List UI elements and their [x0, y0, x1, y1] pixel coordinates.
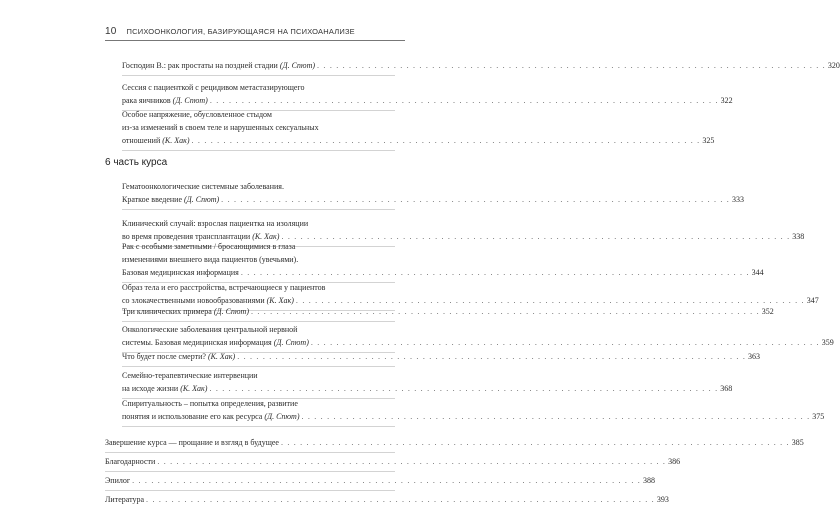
dot-leader: . . . . . . . . . . . . . . . . . . . . . . . . . . . . . . . . . . . . . . . . . . . . . . . . . . . . . . . . . . . . . . . . . . . . . . . . . . . . . . . . — [209, 96, 719, 105]
toc-entry-title-line: Спиритуальность – попытка определения, развитие — [122, 399, 298, 408]
running-header — [105, 26, 405, 37]
toc-entry-author: (Д. Спют) — [172, 96, 208, 105]
toc-entry-page: 393 — [656, 495, 669, 504]
toc-entry-title-line: изменениями внешнего вида пациентов (увечьями). — [122, 255, 299, 264]
dot-leader: . . . . . . . . . . . . . . . . . . . . . . . . . . . . . . . . . . . . . . . . . . . . . . . . . . . . . . . . . . . . . . . . . . . . . . . . . . . . . . . . — [317, 61, 826, 70]
toc-entry-title-line: со злокачественными новообразованиями — [122, 296, 265, 305]
dot-leader: . . . . . . . . . . . . . . . . . . . . . . . . . . . . . . . . . . . . . . . . . . . . . . . . . . . . . . . . . . . . . . . . . . . . . . . . . . . . . . . . — [157, 457, 667, 466]
toc-entry-page: 333 — [731, 195, 744, 204]
toc-entry[interactable] — [122, 281, 819, 307]
header-rule — [105, 40, 405, 41]
running-title: ПСИХООНКОЛОГИЯ, БАЗИРУЮЩАЯСЯ НА ПСИХОАНАЛИЗЕ — [126, 27, 355, 36]
dot-leader: . . . . . . . . . . . . . . . . . . . . . . . . . . . . . . . . . . . . . . . . . . . . . . . . . . . . . . . . . . . . . . . . . . . . . . . . . . . . . . . . — [237, 352, 747, 361]
toc-entry-author: (Д. Спют) — [264, 412, 300, 421]
toc-entry-page: 368 — [720, 384, 733, 393]
section-title: 6 часть курса — [105, 157, 168, 168]
toc-entry-title-line: Благодарности — [105, 457, 156, 466]
toc-entry[interactable] — [122, 240, 764, 279]
dot-leader: . . . . . . . . . . . . . . . . . . . . . . . . . . . . . . . . . . . . . . . . . . . . . . . . . . . . . . . . . . . . . . . . . . . . . . . . . . . . . . . . — [310, 338, 820, 347]
toc-entry-title-line: Базовая медицинская информация — [122, 268, 239, 277]
toc-entry[interactable] — [122, 369, 733, 395]
toc-entry[interactable] — [105, 493, 669, 506]
toc-entry-author: (К. Хак) — [252, 232, 280, 241]
toc-entry-title-line: Три клинических примера — [122, 307, 212, 316]
dot-leader: . . . . . . . . . . . . . . . . . . . . . . . . . . . . . . . . . . . . . . . . . . . . . . . . . . . . . . . . . . . . . . . . . . . . . . . . . . . . . . . . — [240, 268, 750, 277]
entry-separator — [122, 426, 395, 427]
toc-entry[interactable] — [122, 350, 761, 363]
toc-entry-title-line: отношений — [122, 136, 161, 145]
toc-entry[interactable] — [122, 323, 834, 349]
toc-entry-title-line: Особое напряжение, обусловленное стыдом — [122, 110, 272, 119]
toc-entry-title-line: Литература — [105, 495, 145, 504]
toc-entry[interactable] — [105, 436, 804, 449]
toc-entry[interactable] — [122, 180, 744, 206]
toc-entry-title-line: Сессия с пациенткой с рецидивом метастазирующего — [122, 83, 305, 92]
toc-entry-page: 375 — [812, 412, 825, 421]
toc-entry-page: 385 — [791, 438, 804, 447]
toc-entry-author: (Д. Спют) — [279, 61, 316, 70]
toc-entry-page: 363 — [748, 352, 761, 361]
toc-entry[interactable] — [122, 81, 733, 107]
toc-entry-title-line: Господин В.: рак простаты на поздней стадии — [122, 61, 278, 70]
toc-entry-page: 322 — [720, 96, 733, 105]
entry-separator — [105, 490, 395, 491]
toc-entry-title-line: понятия и использование его как ресурса — [122, 412, 263, 421]
dot-leader: . . . . . . . . . . . . . . . . . . . . . . . . . . . . . . . . . . . . . . . . . . . . . . . . . . . . . . . . . . . . . . . . . . . . . . . . . . . . . . . . — [295, 296, 805, 305]
toc-entry-title-line: Краткое введение — [122, 195, 182, 204]
toc-entry[interactable] — [122, 59, 840, 72]
toc-entry-title-line: во время проведения трансплантации — [122, 232, 251, 241]
entry-separator — [105, 452, 395, 453]
entry-separator — [105, 471, 395, 472]
toc-entry-title-line: Семейно-терапевтические интервенции — [122, 371, 258, 380]
entry-separator — [122, 75, 395, 76]
toc-entry-title-line: на исходе жизни — [122, 384, 179, 393]
toc-entry-page: 388 — [642, 476, 655, 485]
toc-entry-title-line: из-за изменений в своем теле и нарушенных сексуальных — [122, 123, 319, 132]
toc-entry-title-line: Что будет после смерти? — [122, 352, 206, 361]
dot-leader: . . . . . . . . . . . . . . . . . . . . . . . . . . . . . . . . . . . . . . . . . . . . . . . . . . . . . . . . . . . . . . . . . . . . . . . . . . . . . . . . — [146, 495, 655, 504]
toc-entry-title-line: Эпилог — [105, 476, 131, 485]
page-number: 10 — [105, 26, 117, 37]
toc-entry-page: 359 — [821, 338, 834, 347]
toc-entry[interactable] — [105, 474, 655, 487]
dot-leader: . . . . . . . . . . . . . . . . . . . . . . . . . . . . . . . . . . . . . . . . . . . . . . . . . . . . . . . . . . . . . . . . . . . . . . . . . . . . . . . . — [280, 438, 790, 447]
toc-entry-author: (К. Хак) — [207, 352, 236, 361]
toc-entry-author: (Д. Спют) — [213, 307, 249, 316]
toc-entry-page: 386 — [668, 457, 681, 466]
dot-leader: . . . . . . . . . . . . . . . . . . . . . . . . . . . . . . . . . . . . . . . . . . . . . . . . . . . . . . . . . . . . . . . . . . . . . . . . . . . . . . . . — [250, 307, 760, 316]
toc-entry-page: 338 — [792, 232, 805, 241]
toc-entry-author: (К. Хак) — [180, 384, 208, 393]
dot-leader: . . . . . . . . . . . . . . . . . . . . . . . . . . . . . . . . . . . . . . . . . . . . . . . . . . . . . . . . . . . . . . . . . . . . . . . . . . . . . . . . — [191, 136, 701, 145]
entry-separator — [122, 150, 395, 151]
toc-entry[interactable] — [122, 108, 715, 147]
toc-entry[interactable] — [105, 455, 681, 468]
toc-entry-title-line: системы. Базовая медицинская информация — [122, 338, 272, 347]
dot-leader: . . . . . . . . . . . . . . . . . . . . . . . . . . . . . . . . . . . . . . . . . . . . . . . . . . . . . . . . . . . . . . . . . . . . . . . . . . . . . . . . — [281, 232, 791, 241]
toc-entry-title-line: рака яичников — [122, 96, 171, 105]
dot-leader: . . . . . . . . . . . . . . . . . . . . . . . . . . . . . . . . . . . . . . . . . . . . . . . . . . . . . . . . . . . . . . . . . . . . . . . . . . . . . . . . — [221, 195, 730, 204]
toc-entry-title-line: Рак с особыми заметными / бросающимися в глаза — [122, 242, 296, 251]
toc-entry-author: (Д. Спют) — [273, 338, 309, 347]
toc-entry-title-line: Гематоонкологические системные заболевания. — [122, 182, 284, 191]
dot-leader: . . . . . . . . . . . . . . . . . . . . . . . . . . . . . . . . . . . . . . . . . . . . . . . . . . . . . . . . . . . . . . . . . . . . . . . . . . . . . . . . — [209, 384, 719, 393]
toc-entry-page: 347 — [806, 296, 819, 305]
entry-separator — [122, 321, 395, 322]
toc-entry-page: 325 — [702, 136, 715, 145]
toc-entry-title-line: Образ тела и его расстройства, встречающиеся у пациентов — [122, 283, 326, 292]
toc-entry-author: (Д. Спют) — [184, 195, 220, 204]
entry-separator — [122, 366, 395, 367]
toc-entry-page: 352 — [761, 307, 774, 316]
toc-entry-title-line: Завершение курса — прощание и взгляд в будущее — [105, 438, 279, 447]
toc-entry-title-line: Онкологические заболевания центральной нервной — [122, 325, 298, 334]
dot-leader: . . . . . . . . . . . . . . . . . . . . . . . . . . . . . . . . . . . . . . . . . . . . . . . . . . . . . . . . . . . . . . . . . . . . . . . . . . . . . . . . — [301, 412, 811, 421]
toc-entry-title-line: Клинический случай: взрослая пациентка на изоляции — [122, 219, 309, 228]
toc-entry[interactable] — [122, 305, 774, 318]
toc-entry-page: 344 — [751, 268, 764, 277]
dot-leader: . . . . . . . . . . . . . . . . . . . . . . . . . . . . . . . . . . . . . . . . . . . . . . . . . . . . . . . . . . . . . . . . . . . . . . . . . . . . . . . . — [132, 476, 641, 485]
toc-entry-author: (К. Хак) — [162, 136, 190, 145]
entry-separator — [122, 209, 395, 210]
toc-entry[interactable] — [122, 397, 825, 423]
toc-entry-author: (К. Хак) — [266, 296, 294, 305]
toc-entry-page: 320 — [827, 61, 840, 70]
